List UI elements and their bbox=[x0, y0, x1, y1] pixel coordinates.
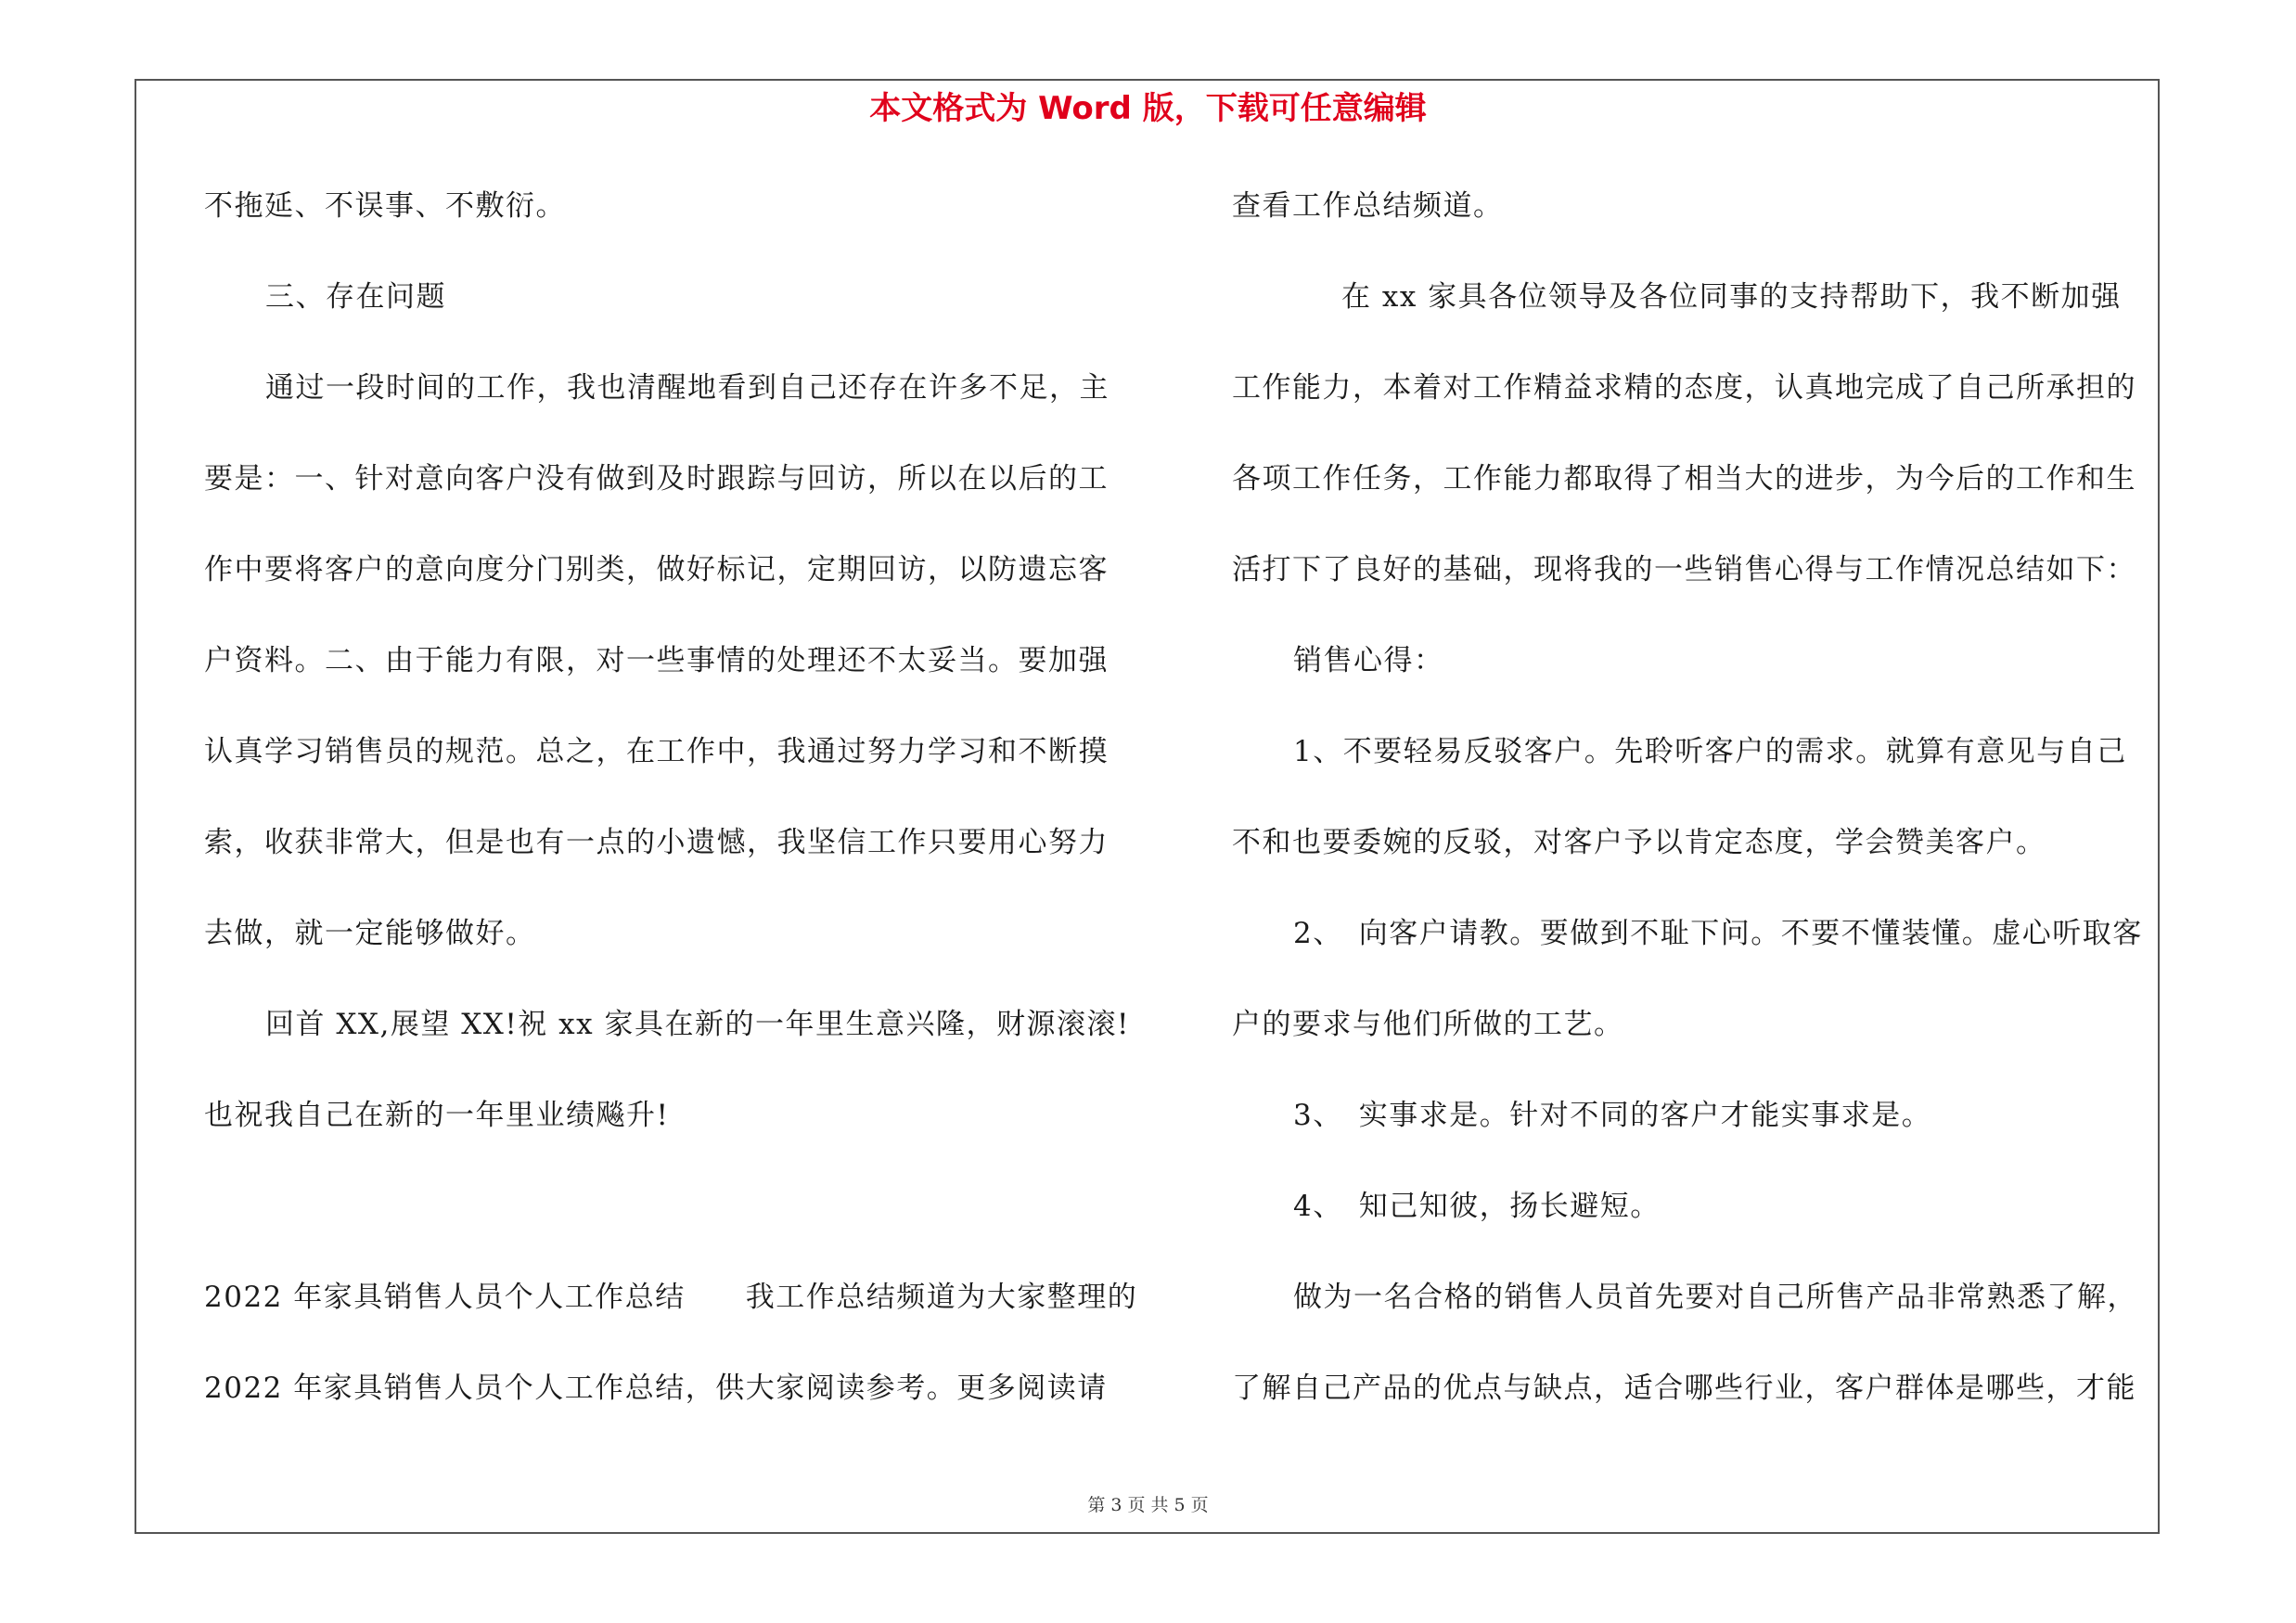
text-line: 工作能力，本着对工作精益求精的态度，认真地完成了自己所承担的 bbox=[1232, 371, 2136, 405]
text-line: 回首 XX,展望 XX!祝 xx 家具在新的一年里生意兴隆，财源滚滚! bbox=[265, 1008, 1130, 1041]
text-line: 户资料。二、由于能力有限，对一些事情的处理还不太妥当。要加强 bbox=[204, 644, 1109, 677]
text-line: 3、 实事求是。针对不同的客户才能实事求是。 bbox=[1293, 1099, 1932, 1132]
text-line: 做为一名合格的销售人员首先要对自己所售产品非常熟悉了解， bbox=[1293, 1281, 2137, 1314]
text-line: 2022 年家具销售人员个人工作总结 我工作总结频道为大家整理的 bbox=[204, 1281, 1138, 1314]
text-line: 各项工作任务，工作能力都取得了相当大的进步，为今后的工作和生 bbox=[1232, 462, 2136, 496]
text-line: 活打下了良好的基础，现将我的一些销售心得与工作情况总结如下： bbox=[1232, 553, 2136, 586]
total-word: 页 bbox=[1190, 1495, 1209, 1515]
text-line: 1、不要轻易反驳客户。先聆听客户的需求。就算有意见与自己 bbox=[1293, 735, 2127, 768]
text-line: 查看工作总结频道。 bbox=[1232, 189, 1504, 223]
text-line: 在 xx 家具各位领导及各位同事的支持帮助下，我不断加强 bbox=[1341, 280, 2122, 314]
text-line: 2、 向客户请教。要做到不耻下问。不要不懂装懂。虚心听取客 bbox=[1293, 917, 2143, 950]
text-line: 4、 知己知彼，扬长避短。 bbox=[1293, 1190, 1661, 1223]
text-line: 户的要求与他们所做的工艺。 bbox=[1232, 1008, 1624, 1041]
total-pages-number: 5 bbox=[1174, 1495, 1186, 1515]
text-line: 也祝我自己在新的一年里业绩飚升! bbox=[204, 1099, 670, 1132]
total-prefix: 共 bbox=[1150, 1495, 1169, 1515]
current-page-number: 3 bbox=[1110, 1495, 1122, 1515]
text-line: 了解自己产品的优点与缺点，适合哪些行业，客户群体是哪些，才能 bbox=[1232, 1372, 2136, 1405]
text-line: 认真学习销售员的规范。总之，在工作中，我通过努力学习和不断摸 bbox=[204, 735, 1109, 768]
header-banner: 本文格式为 Word 版，下载可任意编辑 bbox=[869, 90, 1427, 127]
section-heading: 三、存在问题 bbox=[265, 280, 446, 314]
text-line: 去做，就一定能够做好。 bbox=[204, 917, 536, 950]
page-number-footer bbox=[0, 1494, 2296, 1516]
text-line: 作中要将客户的意向度分门别类，做好标记，定期回访，以防遗忘客 bbox=[204, 553, 1109, 586]
section-heading: 销售心得： bbox=[1293, 644, 1444, 677]
text-line: 2022 年家具销售人员个人工作总结，供大家阅读参考。更多阅读请 bbox=[204, 1372, 1108, 1405]
text-line: 索，收获非常大，但是也有一点的小遗憾，我坚信工作只要用心努力 bbox=[204, 826, 1109, 859]
text-line: 不和也要委婉的反驳，对客户予以肯定态度，学会赞美客户。 bbox=[1232, 826, 2046, 859]
page-word: 页 bbox=[1127, 1495, 1146, 1515]
text-line: 不拖延、不误事、不敷衍。 bbox=[204, 189, 566, 223]
text-line: 要是：一、针对意向客户没有做到及时跟踪与回访，所以在以后的工 bbox=[204, 462, 1109, 496]
text-line: 通过一段时间的工作，我也清醒地看到自己还存在许多不足，主 bbox=[265, 371, 1110, 405]
page-prefix: 第 bbox=[1087, 1495, 1106, 1515]
